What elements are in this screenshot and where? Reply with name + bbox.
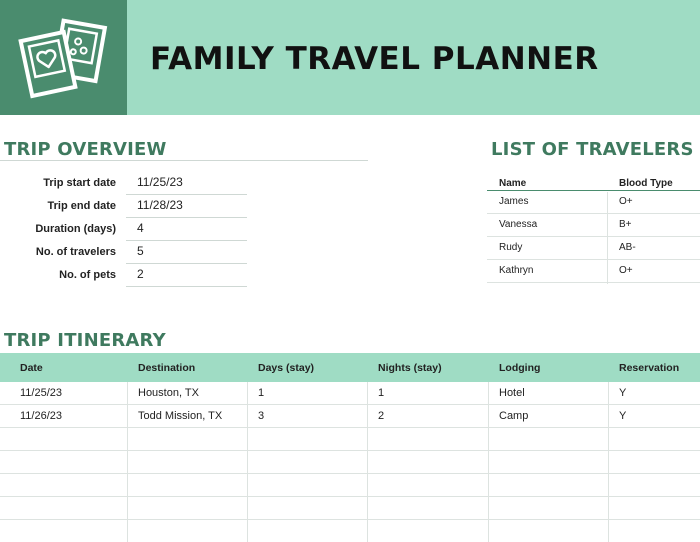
logo: [0, 0, 127, 115]
travelers-header-row: [487, 176, 700, 191]
header-banner: [0, 0, 700, 115]
table-row[interactable]: [487, 214, 700, 237]
page-title: FAMILY TRAVEL PLANNER: [150, 41, 599, 77]
traveler-blood-type: O+: [619, 196, 633, 207]
itinerary-reservation: Y: [619, 387, 627, 399]
column-header-destination: Destination: [138, 362, 196, 374]
overview-label: No. of travelers: [35, 246, 116, 258]
overview-row-start-date: [0, 172, 250, 195]
traveler-name: Rudy: [499, 242, 523, 253]
traveler-name: James: [499, 196, 529, 207]
traveler-name: Vanessa: [499, 219, 538, 230]
overview-divider: [0, 160, 368, 161]
table-row[interactable]: [0, 520, 700, 542]
column-divider: [607, 192, 608, 284]
column-header-days: Days (stay): [258, 362, 315, 374]
itinerary-date: 11/26/23: [20, 410, 63, 422]
itinerary-header-row: [0, 353, 700, 382]
table-row[interactable]: [487, 260, 700, 283]
column-header-reservation: Reservation: [619, 362, 680, 374]
table-row[interactable]: [487, 191, 700, 214]
column-header-date: Date: [20, 362, 43, 374]
travelers-table: [487, 176, 700, 283]
table-row[interactable]: [0, 382, 700, 405]
trip-itinerary-title: TRIP ITINERARY: [4, 330, 166, 351]
column-header-nights: Nights (stay): [378, 362, 442, 374]
itinerary-date: 11/25/23: [20, 387, 63, 399]
column-divider: [608, 382, 609, 542]
traveler-name: Kathryn: [499, 265, 534, 276]
table-row[interactable]: [0, 497, 700, 520]
travelers-count-field[interactable]: 5: [126, 241, 247, 264]
overview-label: Trip start date: [43, 177, 116, 189]
itinerary-nights: 1: [378, 387, 385, 399]
overview-row-end-date: [0, 195, 250, 218]
pets-count-field[interactable]: 2: [126, 264, 247, 287]
traveler-blood-type: O+: [619, 265, 633, 276]
duration-field[interactable]: 4: [126, 218, 247, 241]
itinerary-destination: Todd Mission, TX: [138, 410, 223, 422]
overview-label: No. of pets: [59, 269, 116, 281]
overview-row-travelers: [0, 241, 250, 264]
traveler-blood-type: B+: [619, 219, 632, 230]
itinerary-table: [0, 353, 700, 542]
column-divider: [488, 382, 489, 542]
table-row[interactable]: [0, 451, 700, 474]
trip-end-date-field[interactable]: 11/28/23: [126, 195, 247, 218]
overview-label: Trip end date: [47, 200, 116, 212]
column-header-lodging: Lodging: [499, 362, 541, 374]
overview-row-duration: [0, 218, 250, 241]
itinerary-days: 3: [258, 410, 265, 422]
itinerary-nights: 2: [378, 410, 385, 422]
column-header-blood-type: Blood Type: [619, 178, 673, 189]
itinerary-reservation: Y: [619, 410, 627, 422]
table-row[interactable]: [0, 428, 700, 451]
trip-overview-title: TRIP OVERVIEW: [4, 139, 167, 160]
column-divider: [247, 382, 248, 542]
table-row[interactable]: [487, 237, 700, 260]
column-divider: [127, 382, 128, 542]
overview-row-pets: [0, 264, 250, 287]
table-row[interactable]: [0, 474, 700, 497]
travelers-title: LIST OF TRAVELERS: [491, 139, 694, 160]
itinerary-lodging: Camp: [499, 410, 529, 422]
itinerary-days: 1: [258, 387, 265, 399]
column-divider: [367, 382, 368, 542]
itinerary-destination: Houston, TX: [138, 387, 199, 399]
photo-frames-icon: [18, 18, 108, 100]
traveler-blood-type: AB-: [619, 242, 636, 253]
trip-start-date-field[interactable]: 11/25/23: [126, 172, 247, 195]
column-header-name: Name: [499, 178, 527, 189]
table-row[interactable]: [0, 405, 700, 428]
overview-label: Duration (days): [35, 223, 116, 235]
itinerary-lodging: Hotel: [499, 387, 525, 399]
